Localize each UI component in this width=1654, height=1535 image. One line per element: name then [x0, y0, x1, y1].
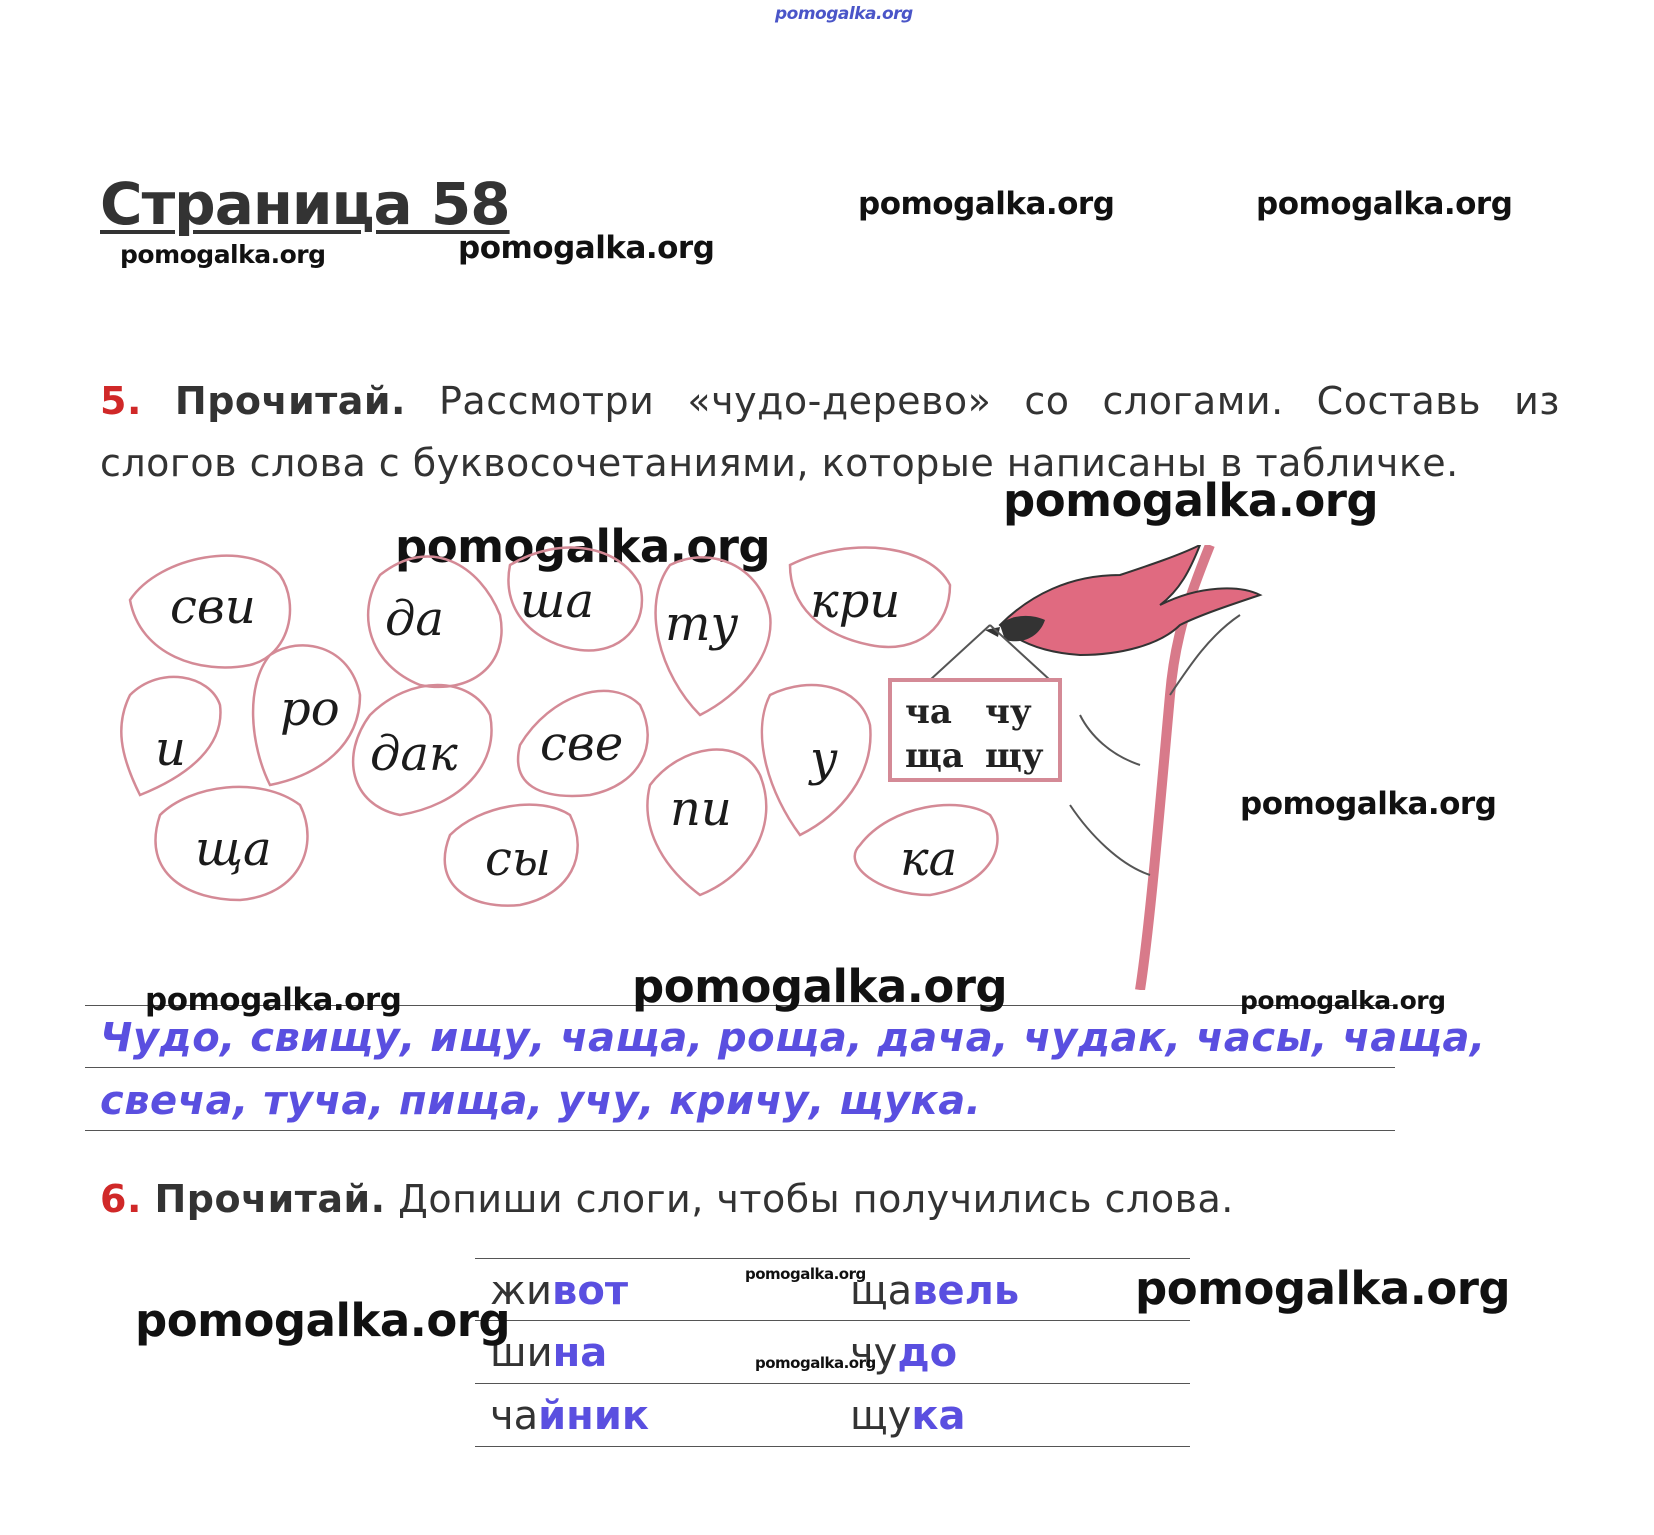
watermark: pomogalka.org [395, 520, 771, 573]
leaf-syllable: сви [170, 579, 256, 635]
syllable-filled: до [897, 1330, 958, 1376]
task-number: 6. [100, 1177, 142, 1221]
syllable-filled: вель [912, 1268, 1020, 1314]
task-heading: Прочитай. [154, 1177, 386, 1221]
watermark: pomogalka.org [1240, 786, 1497, 822]
watermark: pomogalka.org [458, 230, 715, 266]
watermark: pomogalka.org [1240, 986, 1446, 1015]
syllable-start: ща [850, 1268, 913, 1314]
watermark: pomogalka.org [1135, 1262, 1511, 1315]
syllable-start: чу [850, 1330, 898, 1376]
ruled-line [475, 1258, 1190, 1259]
task-heading: Прочитай. [174, 379, 406, 423]
watermark: pomogalka.org [858, 186, 1115, 222]
syllable-start: ши [490, 1330, 553, 1376]
ruled-line [475, 1383, 1190, 1384]
watermark: pomogalka.org [755, 1354, 876, 1372]
leaf-syllable: кри [810, 573, 901, 629]
syllable-filled: йник [538, 1393, 649, 1439]
leaf-syllable: ро [280, 681, 340, 737]
syllable-filled: на [552, 1330, 608, 1376]
leaf-syllable: ту [665, 596, 739, 652]
watermark: pomogalka.org [632, 960, 1008, 1013]
leaf-syllable: пи [670, 781, 732, 837]
word-cell [490, 1393, 649, 1439]
answer-line-1: Чудо, свищу, ищу, чаща, роща, дача, чудак, часы, чаща, [100, 1015, 1486, 1061]
page-title: Страница 58 [100, 170, 510, 238]
task-number: 5. [100, 379, 142, 423]
ruled-line [85, 1130, 1395, 1131]
leaf-syllable: све [540, 716, 624, 772]
syllable-filled: ка [911, 1393, 966, 1439]
sign-combination: щу [985, 736, 1044, 776]
watermark: pomogalka.org [135, 1294, 511, 1347]
watermark: pomogalka.org [120, 240, 326, 269]
task-text: Рассмотри «чудо-дерево» со слогами. Составь из слогов слова с буквосочетаниями, которые написаны в табличке. [100, 379, 1560, 485]
leaf-syllable: и [155, 721, 186, 777]
syllable-start: жи [490, 1268, 553, 1314]
sign-combination: ча [905, 692, 952, 732]
leaf-syllable: да [385, 591, 445, 647]
watermark: pomogalka.org [1256, 186, 1513, 222]
wonder-tree-illustration [100, 545, 1320, 990]
leaf-syllable: ща [195, 821, 272, 877]
leaf-syllable: дак [370, 726, 458, 782]
leaf-syllable: ка [900, 831, 958, 887]
word-cell [850, 1393, 966, 1439]
watermark: pomogalka.org [745, 1265, 866, 1283]
ruled-line [475, 1320, 1190, 1321]
watermark-top: pomogalka.org [775, 4, 913, 24]
answer-line-2: свеча, туча, пища, учу, кричу, щука. [100, 1078, 982, 1124]
syllable-start: щу [850, 1393, 912, 1439]
task-text: Допиши слоги, чтобы получились слова. [398, 1177, 1234, 1221]
word-cell [490, 1268, 628, 1314]
watermark: pomogalka.org [145, 982, 402, 1018]
sign-combination: чу [985, 692, 1032, 732]
sign-combination: ща [905, 736, 964, 776]
watermark: pomogalka.org [1003, 474, 1379, 527]
leaf-syllable: у [810, 731, 838, 787]
leaf-syllable: сы [485, 831, 551, 887]
syllable-start: ча [490, 1393, 539, 1439]
leaf-syllable: ша [520, 573, 595, 629]
task-6-instruction [100, 1168, 1560, 1230]
ruled-line [85, 1067, 1395, 1068]
syllable-filled: вот [552, 1268, 629, 1314]
word-cell [850, 1268, 1019, 1314]
ruled-line [475, 1446, 1190, 1447]
letter-combination-sign [890, 625, 1060, 780]
